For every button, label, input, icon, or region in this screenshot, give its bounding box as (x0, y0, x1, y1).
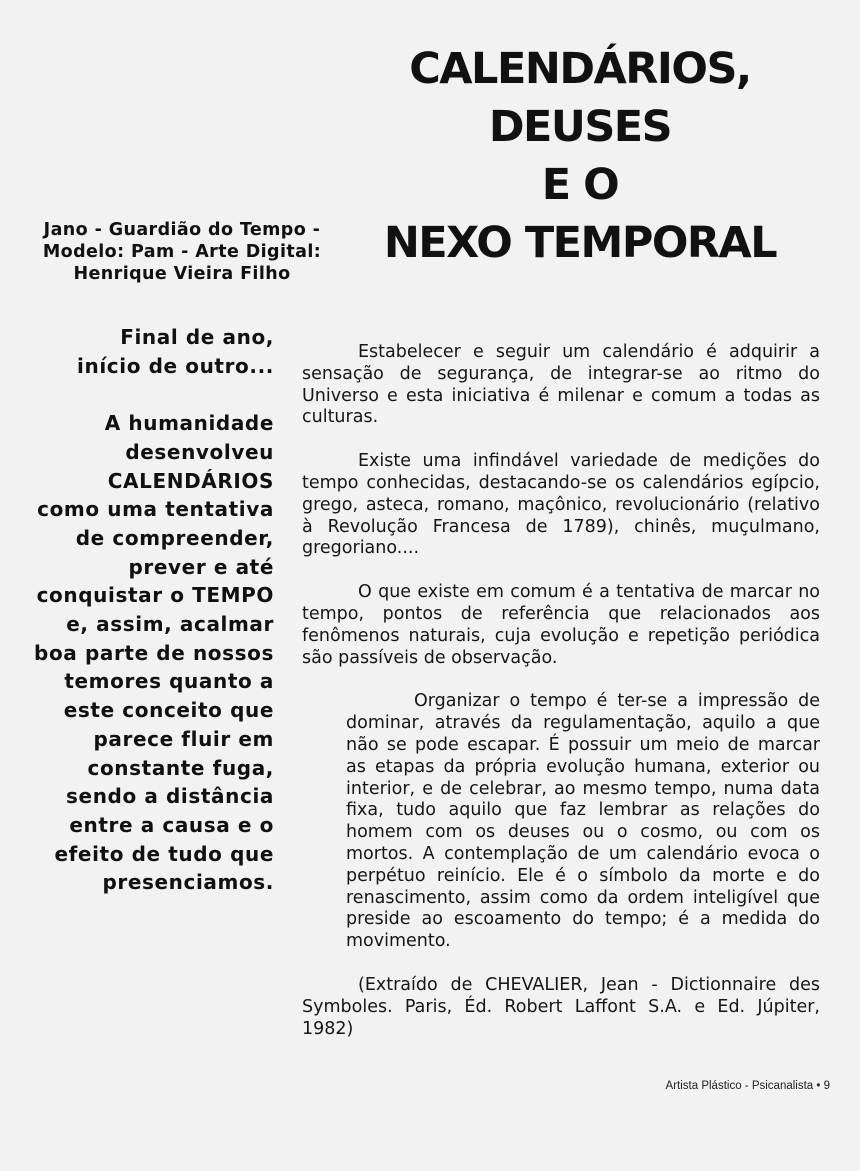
sidebar-line: entre a causa e o (69, 812, 274, 837)
sidebar-line: constante fuga, (87, 755, 274, 780)
body-paragraph: Estabelecer e seguir um calendário é adquirir a sensação de segurança, de integrar-se ao ritmo do Universo e esta iniciativa é milenar e comum a todas as culturas. (302, 342, 820, 428)
title-line: NEXO TEMPORAL (383, 218, 777, 268)
sidebar-line: temores quanto a (64, 669, 274, 694)
article-title (340, 40, 820, 272)
sidebar-line: conquistar o TEMPO (36, 583, 274, 608)
sidebar-line: e, assim, acalmar (66, 612, 274, 637)
pull-quote-sidebar (20, 323, 274, 897)
title-line: DEUSES (488, 102, 672, 152)
page-footer: Artista Plástico - Psicanalista • 9 (665, 1080, 830, 1092)
sidebar-line: parece fluir em (93, 726, 274, 751)
body-paragraph: O que existe em comum é a tentativa de marcar no tempo, pontos de referência que relacionados aos fenômenos naturais, cuja evolução e repetição periódica são passíveis de observação. (302, 582, 820, 668)
sidebar-line: de compreender, (75, 525, 274, 550)
title-line: E O (541, 160, 619, 210)
image-caption (22, 219, 342, 285)
sidebar-line: sendo a distância (66, 784, 274, 809)
sidebar-line: boa parte de nossos (34, 640, 274, 665)
caption-line: Jano - Guardião do Tempo - (43, 220, 321, 240)
block-quote: Organizar o tempo é ter-se a impressão de dominar, através da regulamentação, aquilo a que não se pode escapar. É possuir um meio de marcar as etapas da própria evolução humana, exterior ou interior, e de celebrar, ao mesmo tempo, numa data fixa, tudo aquilo que faz lembrar as relações do homem com os deuses ou o cosmo, ou com os mortos. A contemplação de um calendário evoca o perpétuo reinício. Ele é o símbolo da morte e do renascimento, assim como da ordem inteligível que preside ao escoamento do tempo; é a medida do movimento. (346, 691, 820, 952)
citation: (Extraído de CHEVALIER, Jean - Dictionnaire des Symboles. Paris, Éd. Robert Laffont S.A. e Ed. Júpiter, 1982) (302, 974, 820, 1039)
sidebar-line: presenciamos. (102, 870, 274, 895)
sidebar-line: início de outro... (77, 353, 274, 378)
article-body (302, 342, 820, 1062)
sidebar-line: Final de ano, (120, 325, 274, 349)
sidebar-spacer (20, 380, 274, 409)
sidebar-line: CALENDÁRIOS (107, 468, 274, 493)
sidebar-line: A humanidade (104, 411, 274, 436)
sidebar-line: como uma tentativa (37, 497, 274, 522)
title-line: CALENDÁRIOS, (409, 44, 751, 94)
sidebar-line: este conceito que (63, 698, 274, 723)
sidebar-line: efeito de tudo que (54, 841, 274, 866)
caption-line: Modelo: Pam - Arte Digital: (42, 242, 322, 262)
sidebar-line: prever e até (128, 554, 274, 579)
caption-line: Henrique Vieira Filho (73, 264, 291, 284)
sidebar-line: desenvolveu (125, 439, 274, 464)
body-paragraph: Existe uma infindável variedade de medições do tempo conhecidas, destacando-se os calendários egípcio, grego, asteca, romano, maçônico, revolucionário (relativo à Revolução Francesa de 1789), chinês, muçulmano, gregoriano.... (302, 451, 820, 559)
